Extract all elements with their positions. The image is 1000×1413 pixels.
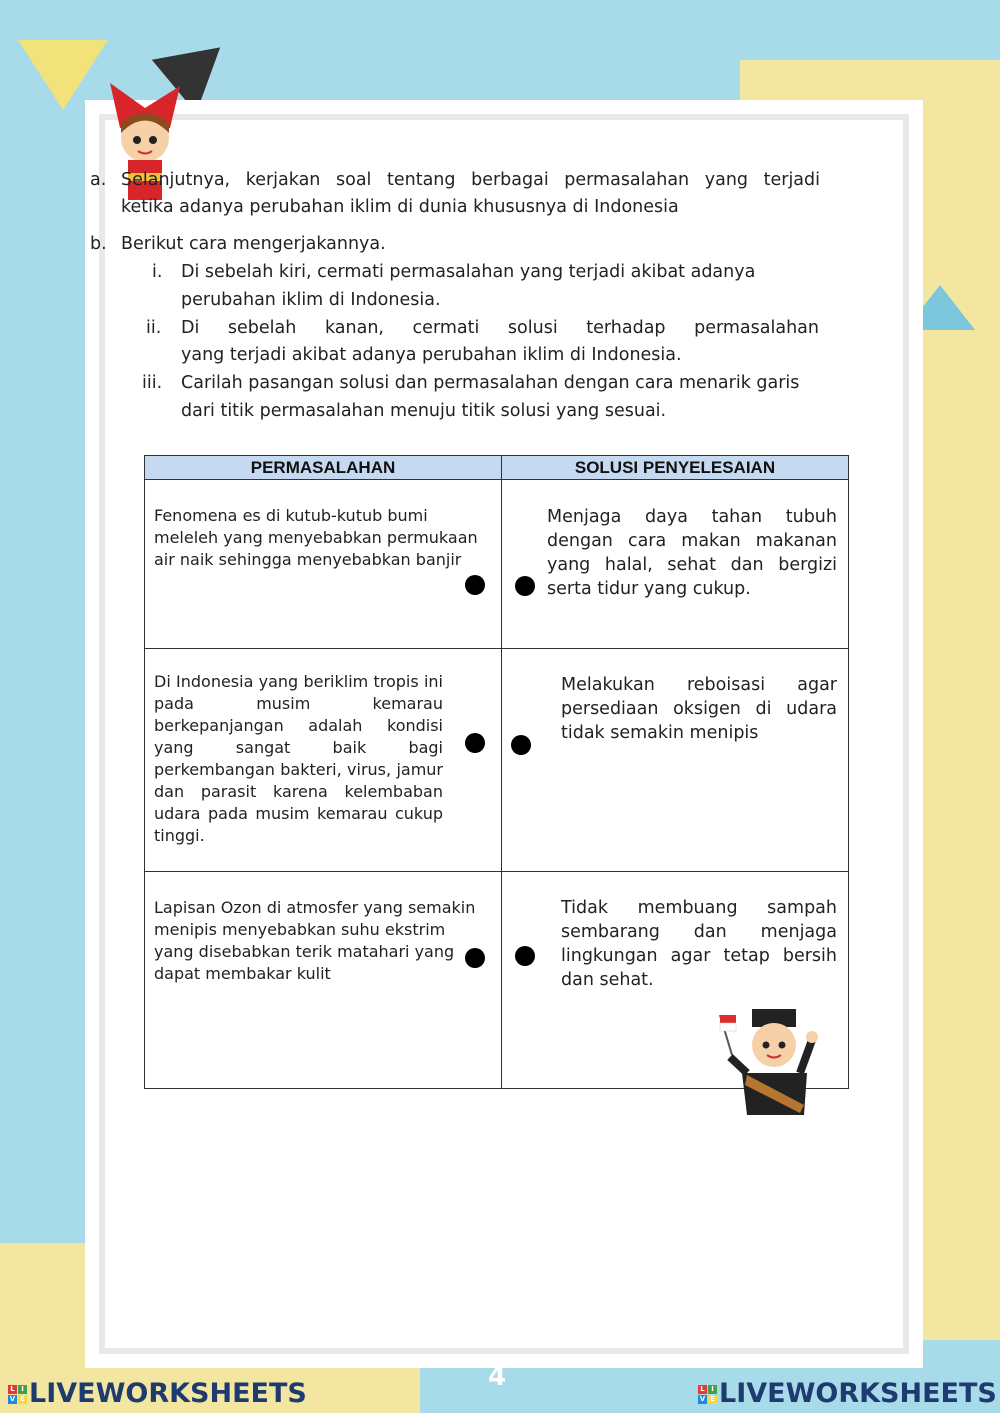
step-2-line1: Di sebelah kanan, cermati solusi terhadap permasalahan xyxy=(181,318,819,338)
table-row xyxy=(145,480,849,649)
logo-text-right: LIVEWORKSHEETS xyxy=(719,1378,997,1409)
problem-dot-1[interactable] xyxy=(465,575,485,595)
table-row xyxy=(145,649,849,872)
item-a-line2: ketika adanya perubahan iklim di dunia khususnya di Indonesia xyxy=(121,197,679,217)
item-a-line1: Selanjutnya, kerjakan soal tentang berbagai permasalahan yang terjadi xyxy=(121,170,820,190)
solution-dot-2[interactable] xyxy=(511,735,531,755)
problem-cell xyxy=(145,649,502,872)
page-number: 4 xyxy=(488,1362,507,1392)
problem-cell xyxy=(145,872,502,1089)
matching-table xyxy=(144,455,849,1089)
liveworksheets-logo-left[interactable] xyxy=(8,1378,307,1409)
item-b-text: Berikut cara mengerjakannya. xyxy=(121,234,386,254)
step-2-line2: yang terjadi akibat adanya perubahan iklim di Indonesia. xyxy=(181,345,682,365)
solution-text-2: Melakukan reboisasi agar persediaan oksigen di udara tidak semakin menipis xyxy=(561,675,837,743)
problem-dot-2[interactable] xyxy=(465,733,485,753)
step-1-marker: i. xyxy=(152,262,163,282)
solution-cell xyxy=(502,649,849,872)
solution-dot-3[interactable] xyxy=(515,946,535,966)
problem-cell xyxy=(145,480,502,649)
step-1-line2: perubahan iklim di Indonesia. xyxy=(181,290,441,310)
problem-text-3: Lapisan Ozon di atmosfer yang semakin menipis menyebabkan suhu ekstrim yang disebabkan terik matahari yang dapat membakar kulit xyxy=(154,898,476,983)
solution-cell xyxy=(502,480,849,649)
logo-text-left: LIVEWORKSHEETS xyxy=(29,1378,307,1409)
step-3-line1: Carilah pasangan solusi dan permasalahan dengan cara menarik garis xyxy=(181,373,800,393)
problem-text-1: Fenomena es di kutub-kutub bumi meleleh yang menyebabkan permukaan air naik sehingga menyebabkan banjir xyxy=(154,506,478,569)
step-3-marker: iii. xyxy=(142,373,163,393)
step-1-line1: Di sebelah kiri, cermati permasalahan yang terjadi akibat adanya xyxy=(181,262,756,282)
liveworksheets-logo-right[interactable] xyxy=(698,1378,997,1409)
step-2-marker: ii. xyxy=(146,318,162,338)
item-a-marker: a. xyxy=(90,170,107,190)
solution-text-1: Menjaga daya tahan tubuh dengan cara makan makanan yang halal, sehat dan bergizi serta tidur yang cukup. xyxy=(547,507,837,599)
table-header-row xyxy=(145,456,849,480)
logo-mark-icon: L I V E xyxy=(698,1385,717,1404)
problem-dot-3[interactable] xyxy=(465,948,485,968)
boy-character-icon xyxy=(712,1005,822,1117)
header-permasalahan: PERMASALAHAN xyxy=(145,456,502,480)
header-solusi: SOLUSI PENYELESAIAN xyxy=(502,456,849,480)
solution-dot-1[interactable] xyxy=(515,576,535,596)
problem-text-2: Di Indonesia yang beriklim tropis ini pada musim kemarau berkepanjangan adalah kondisi yang sangat baik bagi perkembangan bakteri, virus, jamur dan parasit karena kelembaban udara pada musim kemarau cukup tinggi. xyxy=(154,672,443,845)
solution-text-3: Tidak membuang sampah sembarang dan menjaga lingkungan agar tetap bersih dan sehat. xyxy=(561,898,837,990)
item-b-marker: b. xyxy=(90,234,107,254)
logo-mark-icon: L I V E xyxy=(8,1385,27,1404)
step-3-line2: dari titik permasalahan menuju titik solusi yang sesuai. xyxy=(181,401,667,421)
